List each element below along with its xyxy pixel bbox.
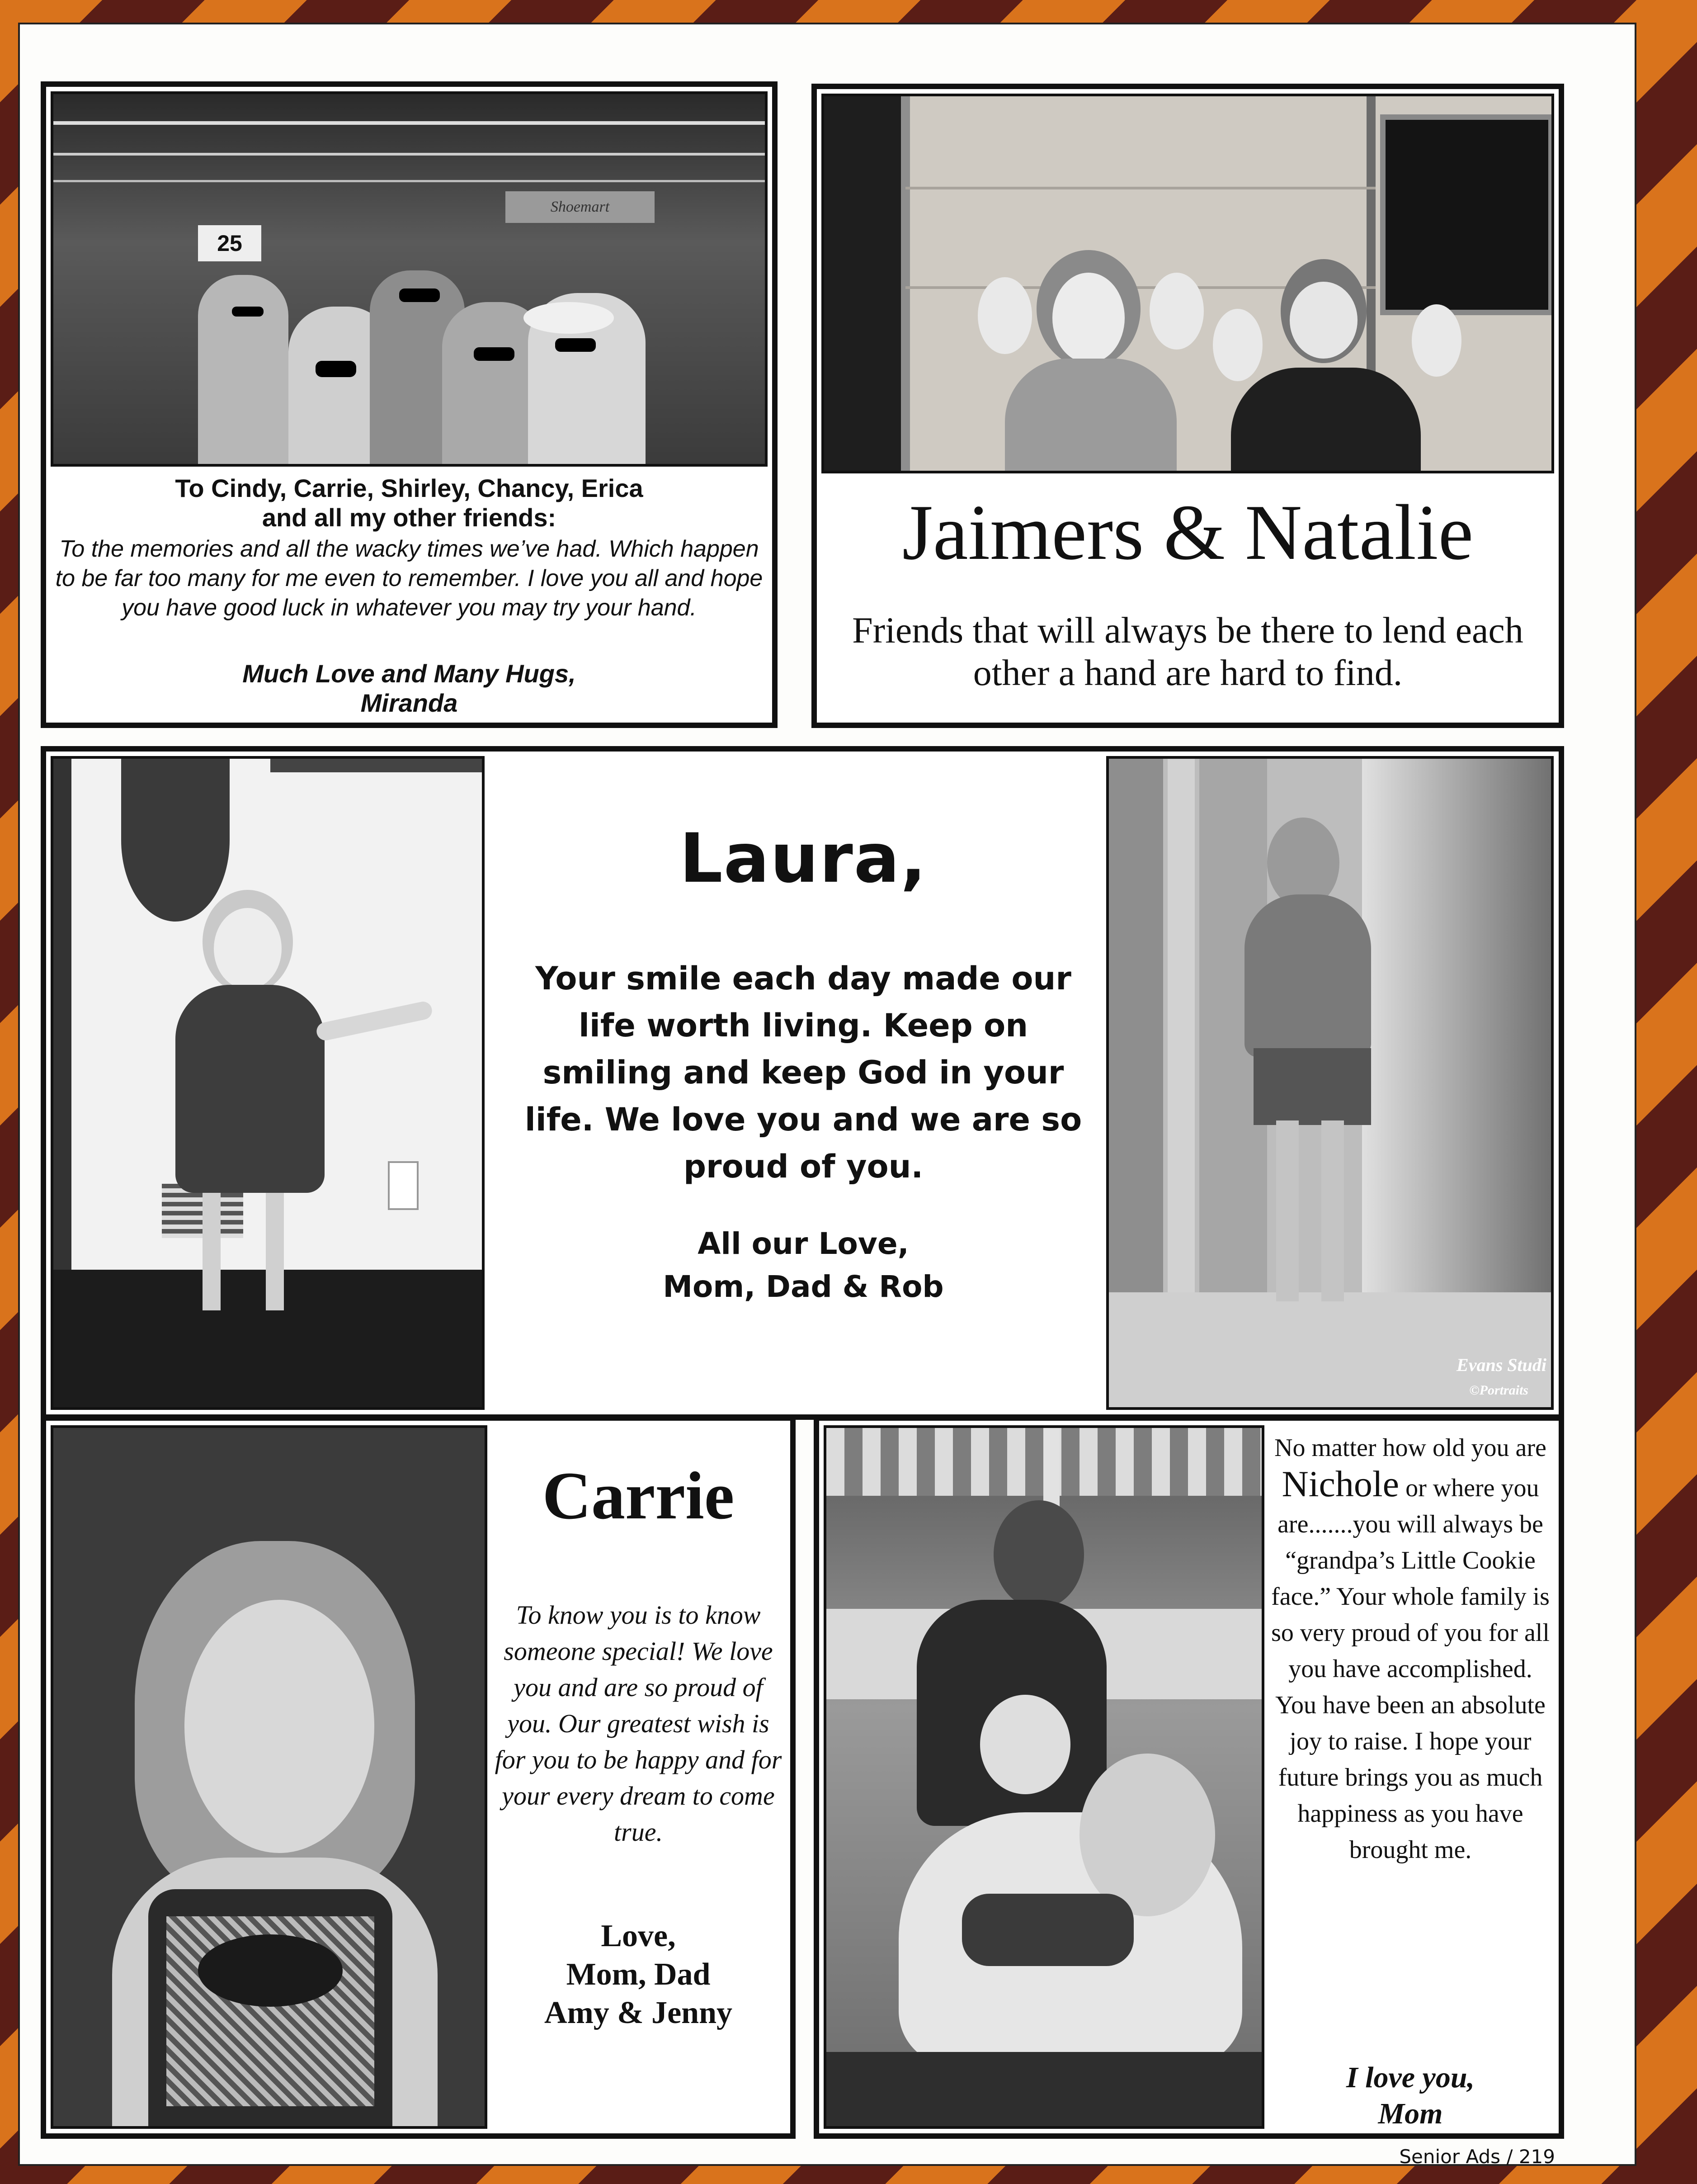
ad5-message-start: No matter how old you are xyxy=(1274,1434,1546,1462)
ad1-closing: Much Love and Many Hugs, xyxy=(242,659,576,688)
ad1-signature: Miranda xyxy=(360,689,458,717)
ad3-closing: All our Love, xyxy=(698,1226,909,1261)
window xyxy=(1380,114,1554,315)
ad4-title: Carrie xyxy=(542,1458,735,1533)
ad1-heading-2: and all my other friends: xyxy=(262,503,556,532)
ad5-name: Nichole xyxy=(1282,1463,1400,1504)
ad4-signature-2: Amy & Jenny xyxy=(544,1995,733,2030)
ad-nichole xyxy=(814,1415,1564,2139)
photo-friends-in-store xyxy=(51,91,768,467)
ad4-closing: Love, xyxy=(601,1919,676,1953)
yearbook-page xyxy=(18,23,1636,2166)
ad1-message: To the memories and all the wacky times we’ve had. Which happen to be far too many for me even to remember. I love you all and hope you have good luck in whatever you may try your hand. xyxy=(55,536,763,621)
page-footer: Senior Ads / 219 xyxy=(1399,2146,1555,2168)
store-sign: Shoemart xyxy=(505,191,655,223)
ad-carrie xyxy=(41,1415,796,2139)
ad-jaimers-natalie xyxy=(811,84,1564,728)
ad5-closing: I love you, xyxy=(1346,2061,1475,2094)
ad2-message: Friends that will always be there to lend each other a hand are hard to find. xyxy=(852,610,1523,693)
ad3-message: Your smile each day made our life worth living. Keep on smiling and keep God in your life. We love you and we are so proud of you. xyxy=(524,960,1082,1185)
ad1-heading-1: To Cindy, Carrie, Shirley, Chancy, Erica xyxy=(175,474,643,502)
ad3-signature: Mom, Dad & Rob xyxy=(663,1269,944,1304)
sale-sign: 25 xyxy=(198,225,261,261)
photo-laura-senior xyxy=(1106,756,1554,1410)
ad-laura xyxy=(41,746,1564,1420)
photo-carrie-child xyxy=(51,1425,487,2129)
studio-credit-portraits: ©Portraits xyxy=(1469,1383,1528,1398)
ad5-message-rest: or where you are.......you will always be “grandpa’s Little Cookie face.” Your whole family is so very proud of you for all you have accomplished. You have been an absolute joy to raise. I hope your future brings you as much happiness as you have brought me. xyxy=(1271,1474,1550,1864)
outlet xyxy=(388,1161,419,1210)
ad3-title: Laura, xyxy=(679,819,927,898)
ad4-message: To know you is to know someone special! We love you and are so proud of you. Our greatest wish is for you to be happy and for your every dream to come true. xyxy=(495,1600,782,1847)
ad5-message xyxy=(1267,1430,1554,1868)
photo-carousel xyxy=(824,1425,1264,2129)
ad-miranda xyxy=(41,81,778,728)
ad2-title: Jaimers & Natalie xyxy=(902,488,1474,576)
studio-credit: Evans Studi xyxy=(1457,1355,1546,1375)
ad4-signature-1: Mom, Dad xyxy=(566,1957,711,1992)
photo-laura-child xyxy=(51,756,485,1410)
photo-jaimers-natalie xyxy=(821,94,1554,473)
ad5-signature: Mom xyxy=(1378,2097,1443,2130)
